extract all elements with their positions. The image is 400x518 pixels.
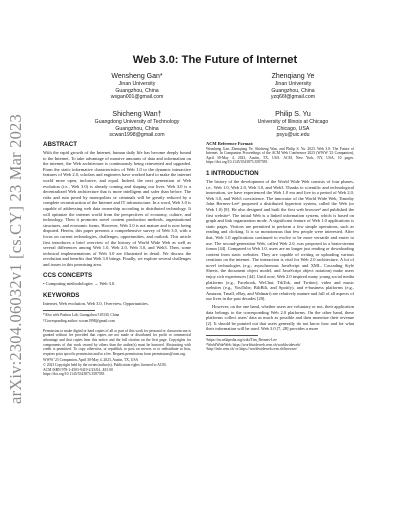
author-city: Chicago, USA — [276, 125, 310, 132]
author-affiliation: Jinan University — [274, 81, 312, 87]
author-name: Shicheng Wan† — [112, 111, 162, 118]
permission-statement: Permission to make digital or hard copies of all or part of this work for personal or classroom use is granted without fee provided that copies are not made or distributed for profit or commercial advantage and that copies bear this notice and the full citation on the first page. Copyrights for components of this work owned by others than the author(s) must be honored. Abstracting with credit is permitted. To copy otherwise, or republish, to post on servers or to redistribute to lists, requires prior specific permission and/or a fee. Request permissions from permissions@acm.org. — [43, 328, 191, 356]
author-affiliation: Jinan University — [118, 81, 156, 87]
acm-reference-text: Wensheng Gan, Zhenqiang Ye, Shicheng Wan, and Philip S. Yu. 2023. Web 3.0: The Future of Internet. In Companion Proceedings of the ACM Web Conference 2023 (WWW '23 Companion), April 30-May 4, 2023, Austin, TX, USA. ACM, New York, NY, USA, 10 pages. https://doi.org/10.1145/3543873.3587583 — [206, 146, 354, 165]
copyright-line: © 2023 Copyright held by the owner/author(s). Publication rights licensed to ACM. — [43, 363, 167, 367]
author-affiliation: Guangdong University of Technology — [94, 119, 180, 125]
arxiv-stamp — [2, 0, 30, 518]
footnote-link[interactable]: ²WorldWideWeb: https://worldwideweb.cern.ch/worldwideweb/ — [206, 342, 301, 347]
footnote: †Corresponding author: scwan1998@gmail.com — [43, 319, 115, 324]
venue-line: WWW '23 Companion, April 30-May 4, 2023, Austin, TX, USA — [43, 358, 139, 363]
ccs-heading: CCS CONCEPTS — [43, 272, 93, 280]
left-column — [43, 141, 191, 377]
author-email: psyu@uic.edu — [276, 132, 310, 139]
abstract-heading: ABSTRACT — [43, 141, 78, 148]
author-name: Zhenqiang Ye — [271, 73, 315, 80]
acm-reference-heading: ACM Reference Format: — [206, 141, 254, 146]
abstract-text: With the rapid growth of the Internet, human daily life has become deeply bound to the Internet. To take advantage of massive amounts of data and information on the internet, the Web architecture is continuously being reinvented and upgraded. From the static informative characteristics of Web 1.0 to the dynamic interactive features of Web 2.0, scholars and engineers have worked hard to make the internet world more open, inclusive, and equal. Indeed, the next generation of Web evolution (i.e., Web 3.0) is already coming and shaping our lives. Web 3.0 is a decentralized Web architecture that is more intelligent and safer than before. The risks and ruin posed by monopolists or criminals will be greatly reduced by a complete reconstruction of the Internet and IT infrastructure. In a word, Web 3.0 is capable of addressing web data ownership according to distributed technology. It will optimize the internet world from the perspectives of economy, culture, and technology. Then it promotes novel content production methods, organizational structures, and economic forms. However, Web 3.0 is not mature and is now being disputed. Herein, this paper presents a comprehensive survey of Web 3.0, with a focus on current technologies, challenges, opportunities, and outlook. This article first introduces a brief overview of the history of World Wide Web as well as several differences among Web 1.0, Web 2.0, Web 3.0, and Web3. Then, some technical implementations of Web 3.0 are illustrated in detail. We discuss the revolution and benefits that Web 3.0 brings. Finally, we explore several challenges and issues in this promising area. — [43, 150, 191, 267]
paper-title: Web 3.0: The Future of Internet — [132, 54, 298, 66]
author-city: Guangzhou, China — [271, 87, 315, 94]
doi-link[interactable]: https://doi.org/10.1145/3543873.3587583 — [43, 372, 105, 377]
author-block — [62, 72, 212, 101]
footnote-link[interactable]: ³http://info.cern.ch/ or https://worldwideweb.cern.ch/browser/ — [206, 347, 298, 352]
author-block — [218, 72, 368, 101]
footnote-link[interactable]: ¹https://en.wikipedia.org/wiki/Tim_Berners-Lee — [206, 338, 277, 342]
author-email: scwan1998@gmail.com — [109, 132, 165, 139]
footnote: *Also with Pazhou Lab, Guangzhou 510330, China — [43, 312, 120, 317]
intro-paragraph: The history of the development of the World Wide Web consists of four phases, i.e., Web 1.0, Web 2.0, Web 3.0, and Web3. Thanks to scientific and technological innovation, we have experienced the Web 1.0 era and live in a period of Web 2.0, Web 3.0, and Web3 coexistence. The innovator of the World Wide Web, Timothy John Berners-Lee¹ proposed a distributed hypertext system, called the Web (or Web 1.0) [8]. He also designed and built the first web browser² and published the first website³. The initial Web is a linked information system, which is based on graph and link organization mode. A significant feature of Web 1.0 applications is static pages. Visitors are permitted to perform a few simple operations, such as reading and clicking. It is so monotonous that few people were interested. After that, Web 1.0 applications continued to evolve to be more versatile and easier to use. The second-generation Web, called Web 2.0, was proposed in a brain-stream forum [44]. Compared to Web 1.0, users are no longer just reading or downloading content from static websites. They are capable of writing or uploading various creations on the internet. The interaction is vital for Web 2.0 architecture. A lot of novel technologies (e.g., asynchronous JavaScript and XML, Cascading Style Sheets, the document object model, and JavaScript object notation) make users enjoy rich experiences [44]. Until now, Web 2.0 inspired many young social media platforms (e.g., Facebook, WeChat, TikTok, and Twitter), video and music websites (e.g., YouTube, BiliBili, and Spotify), and e-business platforms (e.g., Amazon, Tmall, eBay, and Walmart) are relatively mature and full of all aspects of our lives in the past decades [20]. — [206, 178, 354, 302]
author-block — [62, 110, 212, 139]
footnote-divider — [43, 310, 95, 311]
author-block — [218, 110, 368, 139]
isbn-line: ACM ISBN 978-1-4503-9419-2/23/04...$15.00 — [43, 367, 113, 372]
section-heading: 1 INTRODUCTION — [206, 169, 259, 177]
footnote-divider — [206, 335, 258, 336]
ccs-text: • Computing methodologies → Web 3.0. — [43, 281, 116, 287]
author-email: wsgan001@gmail.com — [110, 94, 164, 101]
author-name: Wensheng Gan* — [111, 73, 163, 80]
right-column — [206, 141, 354, 352]
author-affiliation: University of Illinois at Chicago — [257, 119, 329, 125]
author-name: Philip S. Yu — [275, 111, 311, 118]
keywords-heading: KEYWORDS — [43, 292, 80, 300]
intro-paragraph: However, on the one hand, whether users are voluntary or not, their application data belongs to the corresponding Web 2.0 platforms. On the other hand, these platforms collect users' data as much as possible and then monetize their revenue [2]. It should be pointed out that users generally do not know how and for what their information will be used. Web 3.0 [7, 28] provides a more — [206, 304, 354, 332]
author-city: Guangzhou, China — [115, 125, 159, 132]
author-city: Guangzhou, China — [115, 87, 159, 94]
keywords-text: Internet, Web evolution, Web 3.0, Overview, Opportunities. — [43, 301, 149, 307]
author-email: yzq66f@gmail.com — [270, 94, 316, 101]
arxiv-stamp-text: arXiv:2304.06032v1 [cs.CY] 23 Mar 2023 — [6, 114, 25, 404]
